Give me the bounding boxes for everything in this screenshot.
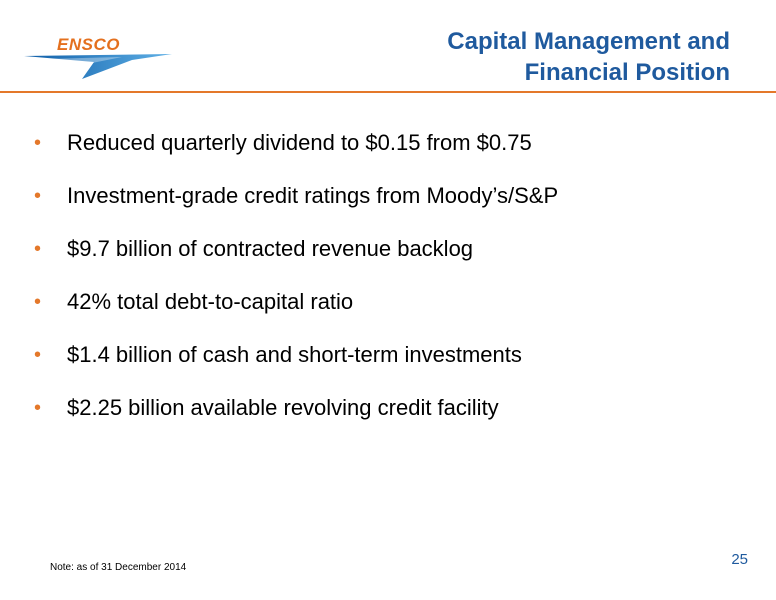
logo-text: ENSCO xyxy=(57,35,120,54)
bullet-icon: • xyxy=(34,344,42,366)
bullet-text: $1.4 billion of cash and short-term investments xyxy=(67,342,522,367)
bullet-icon: • xyxy=(34,291,42,313)
title-line-1: Capital Management and xyxy=(447,28,730,55)
title-line-2: Financial Position xyxy=(524,59,730,86)
bullet-icon: • xyxy=(34,397,42,419)
header-divider xyxy=(0,91,776,93)
page-number: 25 xyxy=(731,551,748,568)
list-item xyxy=(34,391,754,444)
footnote: Note: as of 31 December 2014 xyxy=(50,562,187,573)
bullet-icon: • xyxy=(34,185,42,207)
bullet-text: $9.7 billion of contracted revenue backlog xyxy=(67,236,474,261)
bullet-icon: • xyxy=(34,238,42,260)
list-item xyxy=(34,232,754,285)
bullet-text: $2.25 billion available revolving credit facility xyxy=(67,395,499,420)
page-title xyxy=(447,26,730,88)
list-item xyxy=(34,338,754,391)
list-item xyxy=(34,126,754,179)
bullet-list xyxy=(34,126,754,444)
bullet-text: 42% total debt-to-capital ratio xyxy=(67,289,354,314)
ensco-logo xyxy=(22,32,178,80)
bullet-text: Investment-grade credit ratings from Moody’s/S&P xyxy=(67,183,559,208)
list-item xyxy=(34,179,754,232)
list-item xyxy=(34,285,754,338)
bullet-text: Reduced quarterly dividend to $0.15 from $0.75 xyxy=(67,130,532,155)
bullet-icon: • xyxy=(34,132,42,154)
